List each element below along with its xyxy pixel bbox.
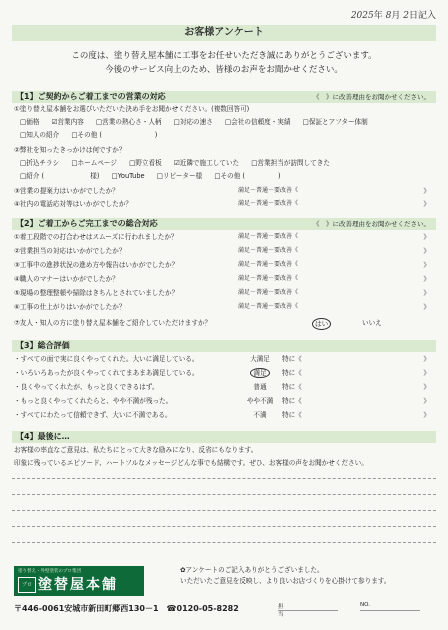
q2-option-signboard[interactable]: □野立看板	[129, 159, 162, 167]
date-year-unit: 年	[373, 11, 383, 21]
s3-note-3: 特に《	[282, 383, 302, 391]
s3-label-slightly-dissatisfied[interactable]: やや不満	[246, 397, 274, 405]
s2-q6-close: 》	[423, 303, 430, 311]
section-4-title: 【4】最後に…	[16, 432, 70, 441]
q2-option-homepage[interactable]: □ホームページ	[71, 159, 117, 167]
q4-close: 》	[423, 200, 430, 208]
section-4-header	[12, 431, 436, 443]
q1-options-row2	[20, 130, 442, 140]
s2-q2-close: 》	[423, 247, 430, 255]
q2-option-nearby-work[interactable]: ☑近隣で施工していた	[173, 159, 240, 167]
s3-row-3	[14, 382, 436, 392]
s4-text-2: 印象に残っているエピソード、ハートフルなメッセージどんな事でも結構です。ぜひ、お客様の声をお聞かせください。	[14, 459, 368, 467]
s2-q6-row	[14, 302, 436, 312]
q2-option-sales-visit[interactable]: □営業担当が訪問してきた	[251, 159, 330, 167]
s2-q1-close: 》	[423, 233, 430, 241]
s3-close-4: 》	[423, 397, 430, 405]
q3-close: 》	[423, 187, 430, 195]
q2-option-other[interactable]: □その他 ( )	[214, 172, 281, 180]
s2-q7-row	[14, 318, 436, 328]
q3-rating-scale[interactable]: 満足－普通－要改善《	[238, 187, 299, 194]
s3-row-1	[14, 354, 436, 364]
s3-text-3: ・良くやってくれたが、もっと良くできるはず。	[14, 383, 159, 391]
s2-q2-row	[14, 246, 436, 256]
number-line[interactable]	[360, 610, 420, 611]
section-1-header	[12, 91, 436, 103]
q1-question: ①塗り替え屋本舗をお選びいただいた決め手をお聞かせください。(複数回答可)	[14, 105, 250, 113]
page-title: お客様アンケート	[12, 25, 436, 41]
q1-option-enthusiasm[interactable]: □営業の熱心さ・人柄	[95, 118, 162, 126]
s2-q3-row	[14, 260, 436, 270]
q1-option-reliability[interactable]: □会社の信頼度・実績	[224, 118, 291, 126]
q2-option-youtube[interactable]: □YouTube	[111, 172, 145, 180]
q4-rating-scale[interactable]: 満足－普通－要改善《	[238, 200, 299, 207]
intro-text	[12, 49, 436, 77]
q2-options-row1	[20, 158, 442, 168]
staff-label: 担当	[278, 604, 284, 618]
s3-label-satisfied[interactable]	[242, 368, 278, 378]
s3-close-1: 》	[423, 355, 430, 363]
s3-note-5: 特に《	[282, 411, 302, 419]
comment-line-4[interactable]	[12, 526, 436, 527]
s3-note-4: 特に《	[282, 397, 302, 405]
s3-close-5: 》	[423, 411, 430, 419]
intro-line-2: 今後のサービス向上のため、皆様のお声をお聞かせください。	[105, 65, 343, 75]
s3-text-5: ・すべてにわたって信頼できず、大いに不満である。	[14, 411, 172, 419]
q3-question: ③営業の提案力はいかがでしたか？	[14, 187, 119, 195]
q2-question: ②弊社を知ったきっかけは何ですか？	[14, 146, 126, 154]
q1-option-referral[interactable]: □知人の紹介	[20, 131, 60, 139]
q2-option-repeater[interactable]: □リピーター様	[156, 172, 203, 180]
comment-line-5[interactable]	[12, 542, 436, 543]
s2-q4-rating-scale[interactable]: 満足－普通－要改善《	[238, 275, 299, 282]
q1-option-speed[interactable]: □対応の速さ	[173, 118, 213, 126]
q4-row	[14, 199, 436, 209]
s2-q5-question: ⑤現場の整理整頓や掃除はきちんとされていましたか？	[14, 289, 179, 297]
s3-note-2: 特に《	[282, 369, 302, 377]
section-2-title: 【2】ご着工からご完工までの総合対応	[16, 219, 158, 228]
s3-note-1: 特に《	[282, 355, 302, 363]
s2-q4-close: 》	[423, 275, 430, 283]
thanks-message	[180, 565, 390, 587]
s3-text-1: ・すべての面で実に良くやってくれた。大いに満足している。	[14, 355, 199, 363]
comment-line-1[interactable]	[12, 478, 436, 479]
s3-label-very-satisfied[interactable]: 大満足	[250, 355, 270, 363]
section-2-note: 《 》に改善理由をお聞かせください。	[313, 220, 430, 228]
q1-option-price[interactable]: □価格	[20, 118, 40, 126]
s3-label-dissatisfied[interactable]: 不満	[253, 411, 267, 419]
section-3-title: 【3】総合評価	[16, 341, 70, 350]
s2-q3-close: 》	[423, 261, 430, 269]
s3-label-normal[interactable]: 普通	[253, 383, 267, 391]
section-2-header	[12, 218, 436, 230]
s3-label-satisfied-text: 満足	[250, 368, 269, 378]
s3-close-3: 》	[423, 383, 430, 391]
s2-q7-yes[interactable]: はい	[312, 318, 331, 330]
fill-date	[351, 8, 436, 21]
s2-q6-question: ⑥工事の仕上がりはいかがでしたか？	[14, 303, 126, 311]
date-year: 2025	[350, 11, 374, 21]
s2-q5-row	[14, 288, 436, 298]
company-contact: 〒446-0061安城市新田町郷西130－1 ☎0120-05-8282	[14, 604, 239, 613]
q4-question: ④社内の電話応対等はいかがでしたか？	[14, 200, 133, 208]
s3-close-2: 》	[423, 369, 430, 377]
q1-option-warranty[interactable]: □保証とアフター体制	[302, 118, 368, 126]
logo-badge: プロ	[18, 577, 36, 593]
comment-line-3[interactable]	[12, 510, 436, 511]
section-1-note: 《 》に改善理由をお聞かせください。	[313, 93, 430, 101]
date-day-unit: 日記入	[408, 11, 436, 21]
s2-q2-rating-scale[interactable]: 満足－普通－要改善《	[238, 247, 299, 254]
logo-tagline: 塗り替え・外壁塗装のプロ集団	[18, 569, 81, 574]
q1-option-other[interactable]: □その他 ( )	[71, 131, 158, 139]
s2-q7-question: ⑦友人・知人の方に塗り替え屋本舗をご紹介していただけますか？	[14, 319, 212, 327]
comment-line-2[interactable]	[12, 494, 436, 495]
company-logo	[14, 566, 144, 596]
q1-option-sales-content[interactable]: ☑営業内容	[51, 118, 84, 126]
q2-option-introduction[interactable]: □紹介 ( 様)	[20, 172, 100, 180]
s3-row-4	[14, 396, 436, 406]
section-1-title: 【1】ご契約からご着工までの営業の対応	[16, 92, 166, 101]
s2-q1-rating-scale[interactable]: 満足－普通－要改善《	[238, 233, 299, 240]
thanks-line-1: ✿アンケートのご記入ありがとうございました。	[180, 566, 324, 574]
q2-options-row2	[20, 171, 442, 181]
s2-q2-question: ②営業担当の対応はいかがでしたか？	[14, 247, 126, 255]
thanks-line-2: いただいたご意見を反映し、より良いお店づくりを心掛けて参ります。	[180, 577, 391, 585]
section-3-header	[12, 340, 436, 352]
s2-q4-question: ④職人のマナーはいかがでしたか？	[14, 275, 119, 283]
s4-text-1: お客様の率直なご意見は、私たちにとって大きな励みになり、反省にもなります。	[14, 446, 258, 454]
s2-q4-row	[14, 274, 436, 284]
s2-q3-rating-scale[interactable]: 満足－普通－要改善《	[238, 261, 299, 268]
s2-q1-question: ①着工段階での打合わせはスムーズに行われましたか？	[14, 233, 178, 241]
date-month: 8	[385, 11, 392, 21]
s3-row-2	[14, 368, 436, 378]
s3-text-2: ・いろいろあったが良くやってくれてまあまあ満足している。	[14, 369, 199, 377]
s2-q7-no[interactable]: いいえ	[362, 319, 382, 327]
q2-option-flyer[interactable]: □折込チラシ	[20, 159, 60, 167]
s2-q3-question: ③工事中の進捗状況の進め方や報告はいかがでしたか？	[14, 261, 179, 269]
s3-row-5	[14, 410, 436, 420]
s3-text-4: ・もっと良くやってくれたらと、やや不満が残った。	[14, 397, 173, 405]
intro-line-1: この度は、塗り替え屋本舗に工事をお任せいただき誠にありがとうございます。	[71, 51, 377, 61]
logo-name: 塗替屋本舗	[38, 577, 118, 593]
s2-q6-rating-scale[interactable]: 満足－普通－要改善《	[238, 303, 299, 310]
staff-line[interactable]	[278, 610, 338, 611]
s2-q5-rating-scale[interactable]: 満足－普通－要改善《	[238, 289, 299, 296]
q1-options-row1	[20, 117, 442, 127]
date-day: 2	[403, 11, 409, 21]
s2-q5-close: 》	[423, 289, 430, 297]
s2-q1-row	[14, 232, 436, 242]
number-label: NO.	[360, 602, 370, 608]
date-month-unit: 月	[391, 11, 401, 21]
q3-row	[14, 186, 436, 196]
